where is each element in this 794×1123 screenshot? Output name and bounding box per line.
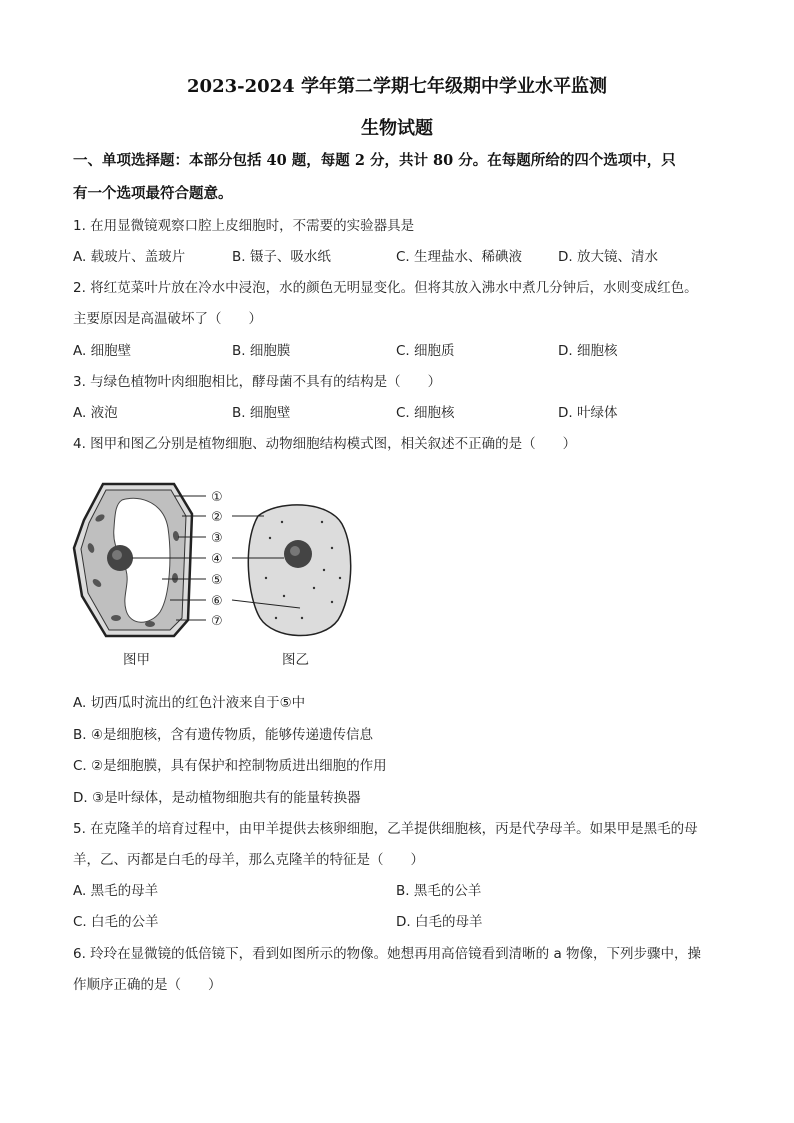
question-3-option-c: C. 细胞核 — [396, 405, 455, 421]
figure-caption-plant: 图甲 — [123, 652, 150, 668]
section-instruction-line-2: 有一个选项最符合题意。 — [73, 185, 233, 202]
question-5-stem-line-1: 5. 在克隆羊的培育过程中，由甲羊提供去核卵细胞，乙羊提供细胞核，丙是代孕母羊。如果甲是黑毛的母 — [73, 821, 698, 837]
question-4-option-d: D. ③是叶绿体，是动植物细胞共有的能量转换器 — [73, 790, 361, 806]
chloroplast — [111, 615, 121, 621]
cell-structure-figure — [70, 478, 370, 668]
question-2-option-a: A. 细胞壁 — [73, 343, 132, 359]
chloroplast — [145, 621, 155, 627]
question-2-option-d: D. 细胞核 — [558, 343, 618, 359]
question-2-option-b: B. 细胞膜 — [232, 343, 291, 359]
question-5-stem-line-2: 羊，乙、丙都是白毛的母羊，那么克隆羊的特征是（ ） — [73, 852, 424, 868]
figure-label-6: ⑥ — [211, 594, 223, 609]
question-5-option-b: B. 黑毛的公羊 — [396, 883, 482, 899]
question-4-option-c: C. ②是细胞膜，具有保护和控制物质进出细胞的作用 — [73, 758, 387, 774]
question-6-stem-line-1: 6. 玲玲在显微镜的低倍镜下，看到如图所示的物像。她想再用高倍镜看到清晰的 a 物像，下列步骤中，操 — [73, 946, 702, 962]
question-1-option-b: B. 镊子、吸水纸 — [232, 249, 331, 265]
question-2-stem-line-2: 主要原因是高温破坏了（ ） — [73, 311, 262, 327]
question-3-stem: 3. 与绿色植物叶肉细胞相比，酵母菌不具有的结构是（ ） — [73, 374, 442, 390]
figure-label-3: ③ — [211, 531, 223, 546]
question-1-option-d: D. 放大镜、清水 — [558, 249, 658, 265]
figure-caption-animal: 图乙 — [282, 652, 309, 668]
figure-label-4: ④ — [211, 552, 223, 567]
figure-label-2: ② — [211, 510, 223, 525]
chloroplast — [172, 573, 178, 583]
cell-diagram-svg — [70, 478, 370, 668]
exam-title: 2023-2024 学年第二学期七年级期中学业水平监测 — [187, 76, 607, 97]
question-3-option-d: D. 叶绿体 — [558, 405, 618, 421]
animal-cell — [248, 505, 350, 636]
figure-label-1: ① — [211, 490, 223, 505]
question-4-option-a: A. 切西瓜时流出的红色汁液来自于⑤中 — [73, 695, 306, 711]
exam-subtitle: 生物试题 — [361, 118, 433, 139]
figure-label-7: ⑦ — [211, 614, 223, 629]
question-1-stem: 1. 在用显微镜观察口腔上皮细胞时，不需要的实验器具是 — [73, 218, 415, 234]
plant-nucleolus — [112, 550, 122, 560]
question-5-option-c: C. 白毛的公羊 — [73, 914, 159, 930]
question-4-option-b: B. ④是细胞核，含有遗传物质，能够传递遗传信息 — [73, 727, 373, 743]
question-1-option-a: A. 载玻片、盖玻片 — [73, 249, 186, 265]
question-3-option-b: B. 细胞壁 — [232, 405, 291, 421]
question-2-stem-line-1: 2. 将红苋菜叶片放在冷水中浸泡，水的颜色无明显变化。但将其放入沸水中煮几分钟后，水则变成红色。 — [73, 280, 698, 296]
question-5-option-d: D. 白毛的母羊 — [396, 914, 483, 930]
question-2-option-c: C. 细胞质 — [396, 343, 455, 359]
animal-nucleolus — [290, 546, 300, 556]
question-1-option-c: C. 生理盐水、稀碘液 — [396, 249, 523, 265]
question-3-option-a: A. 液泡 — [73, 405, 118, 421]
question-6-stem-line-2: 作顺序正确的是（ ） — [73, 977, 222, 993]
question-4-stem: 4. 图甲和图乙分别是植物细胞、动物细胞结构模式图，相关叙述不正确的是（ ） — [73, 436, 577, 452]
question-5-option-a: A. 黑毛的母羊 — [73, 883, 159, 899]
figure-label-5: ⑤ — [211, 573, 223, 588]
section-instruction-line-1: 一、单项选择题：本部分包括 40 题，每题 2 分，共计 80 分。在每题所给的四个选项中，只 — [73, 152, 676, 169]
